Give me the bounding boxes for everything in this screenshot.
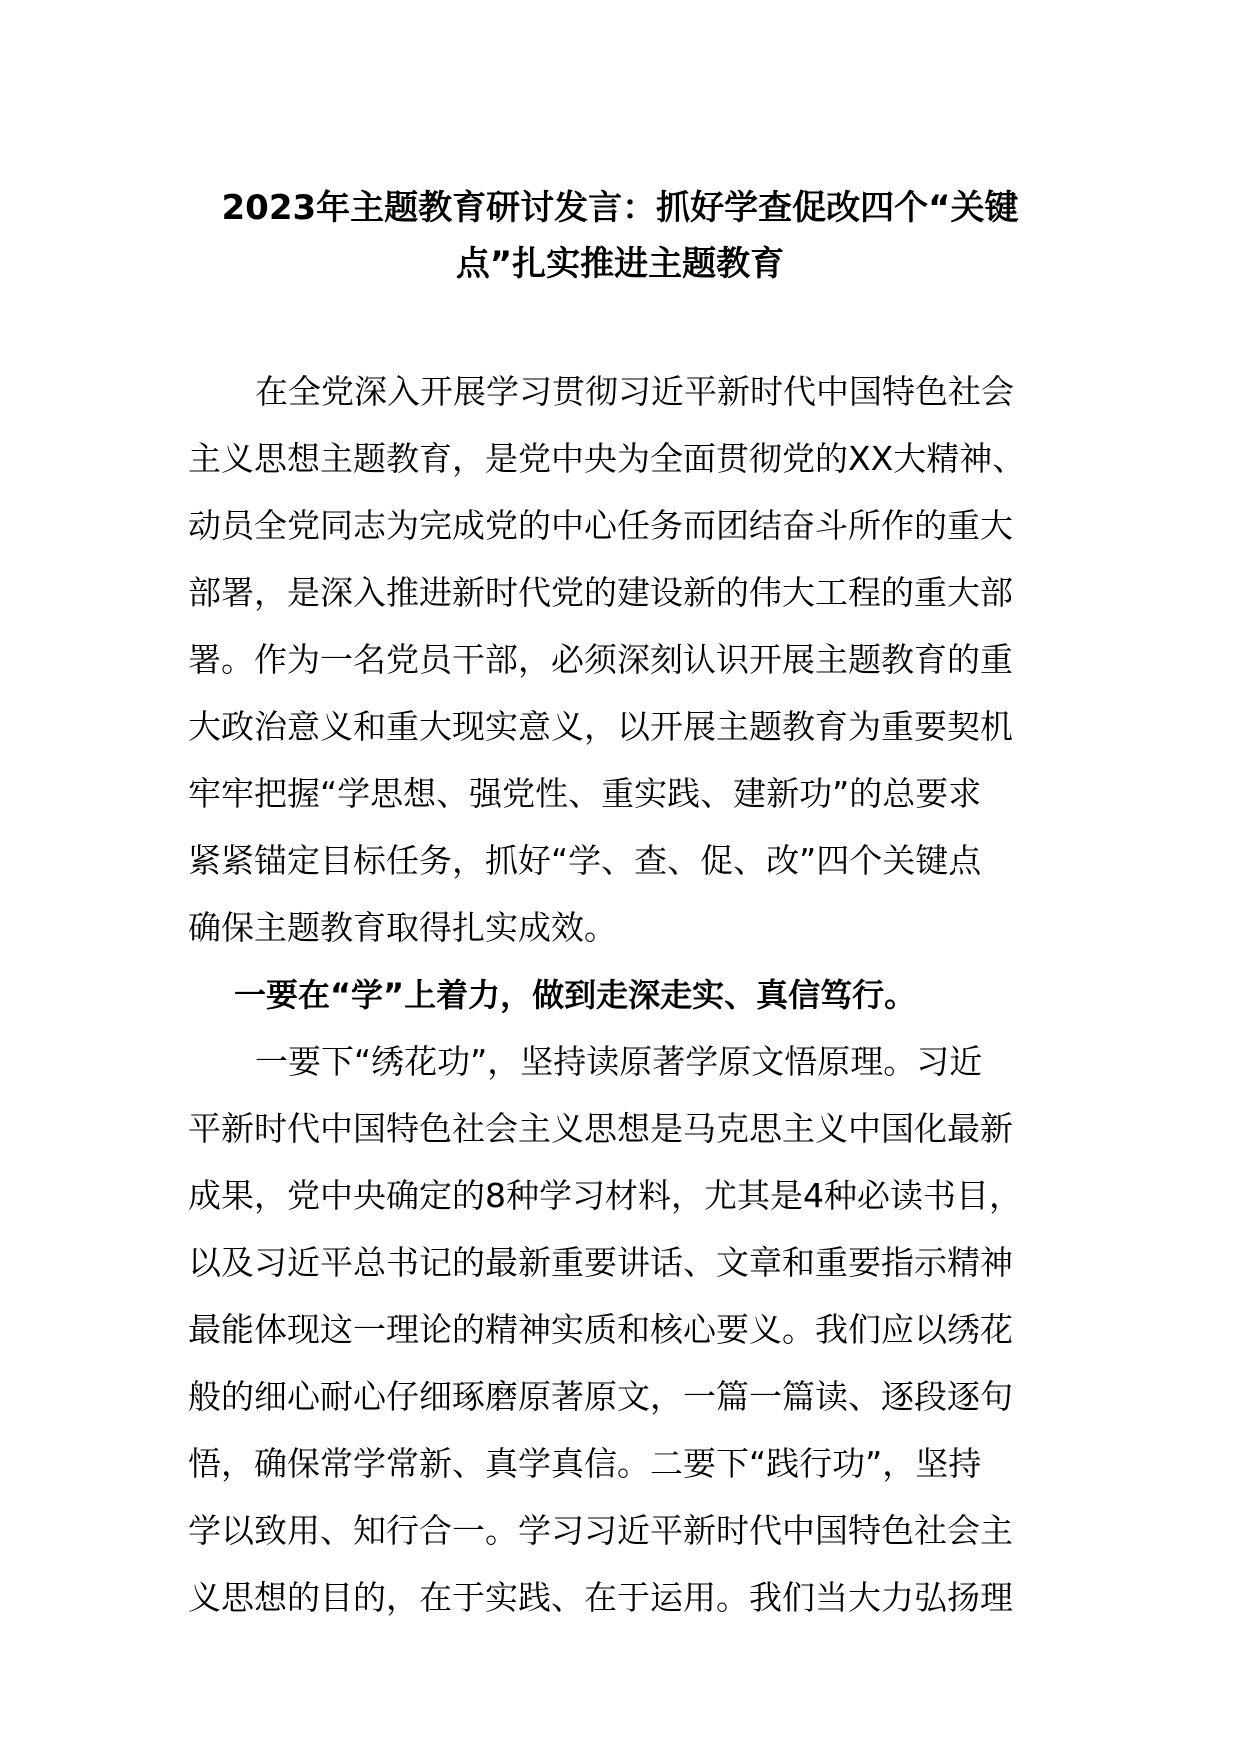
paragraph-line: 主义思想主题教育，是党中央为全面贯彻党的XX大精神、: [188, 439, 1026, 478]
paragraph-line: 最能体现这一理论的精神实质和核心要义。我们应以绣花: [188, 1310, 1013, 1349]
paragraph-line: 在全党深入开展学习贯彻习近平新时代中国特色社会: [255, 372, 1014, 411]
paragraph-line: 成果，党中央确定的8种学习材料，尤其是4种必读书目，: [188, 1176, 1022, 1215]
paragraph-line: 确保主题教育取得扎实成效。: [188, 908, 617, 947]
paragraph-line: 以及习近平总书记的最新重要讲话、文章和重要指示精神: [188, 1243, 1013, 1282]
paragraph-line: 般的细心耐心仔细琢磨原著原文，一篇一篇读、逐段逐句: [188, 1377, 1013, 1416]
document-title-line-2: 点”扎实推进主题教育: [455, 244, 785, 284]
paragraph-line: 一要下“绣花功”，坚持读原著学原文悟原理。习近: [255, 1042, 983, 1081]
paragraph-line: 学以致用、知行合一。学习习近平新时代中国特色社会主: [188, 1511, 1013, 1550]
section-heading: 一要在“学”上着力，做到走深走实、真信笃行。: [234, 976, 917, 1014]
paragraph-line: 部署，是深入推进新时代党的建设新的伟大工程的重大部: [188, 573, 1013, 612]
paragraph-line: 紧紧锚定目标任务，抓好“学、查、促、改”四个关键点: [188, 841, 982, 880]
paragraph-line: 动员全党同志为完成党的中心任务而团结奋斗所作的重大: [188, 506, 1013, 545]
paragraph-line: 义思想的目的，在于实践、在于运用。我们当大力弘扬理: [188, 1578, 1013, 1617]
paragraph-line: 署。作为一名党员干部，必须深刻认识开展主题教育的重: [188, 640, 1013, 679]
paragraph-line: 大政治意义和重大现实意义，以开展主题教育为重要契机: [188, 707, 1013, 746]
paragraph-line: 平新时代中国特色社会主义思想是马克思主义中国化最新: [188, 1109, 1013, 1148]
document-title-line-1: 2023年主题教育研讨发言：抓好学查促改四个“关键: [221, 188, 1019, 228]
paragraph-line: 牢牢把握“学思想、强党性、重实践、建新功”的总要求: [188, 774, 982, 813]
paragraph-line: 悟，确保常学常新、真学真信。二要下“践行功”，坚持: [188, 1444, 982, 1483]
